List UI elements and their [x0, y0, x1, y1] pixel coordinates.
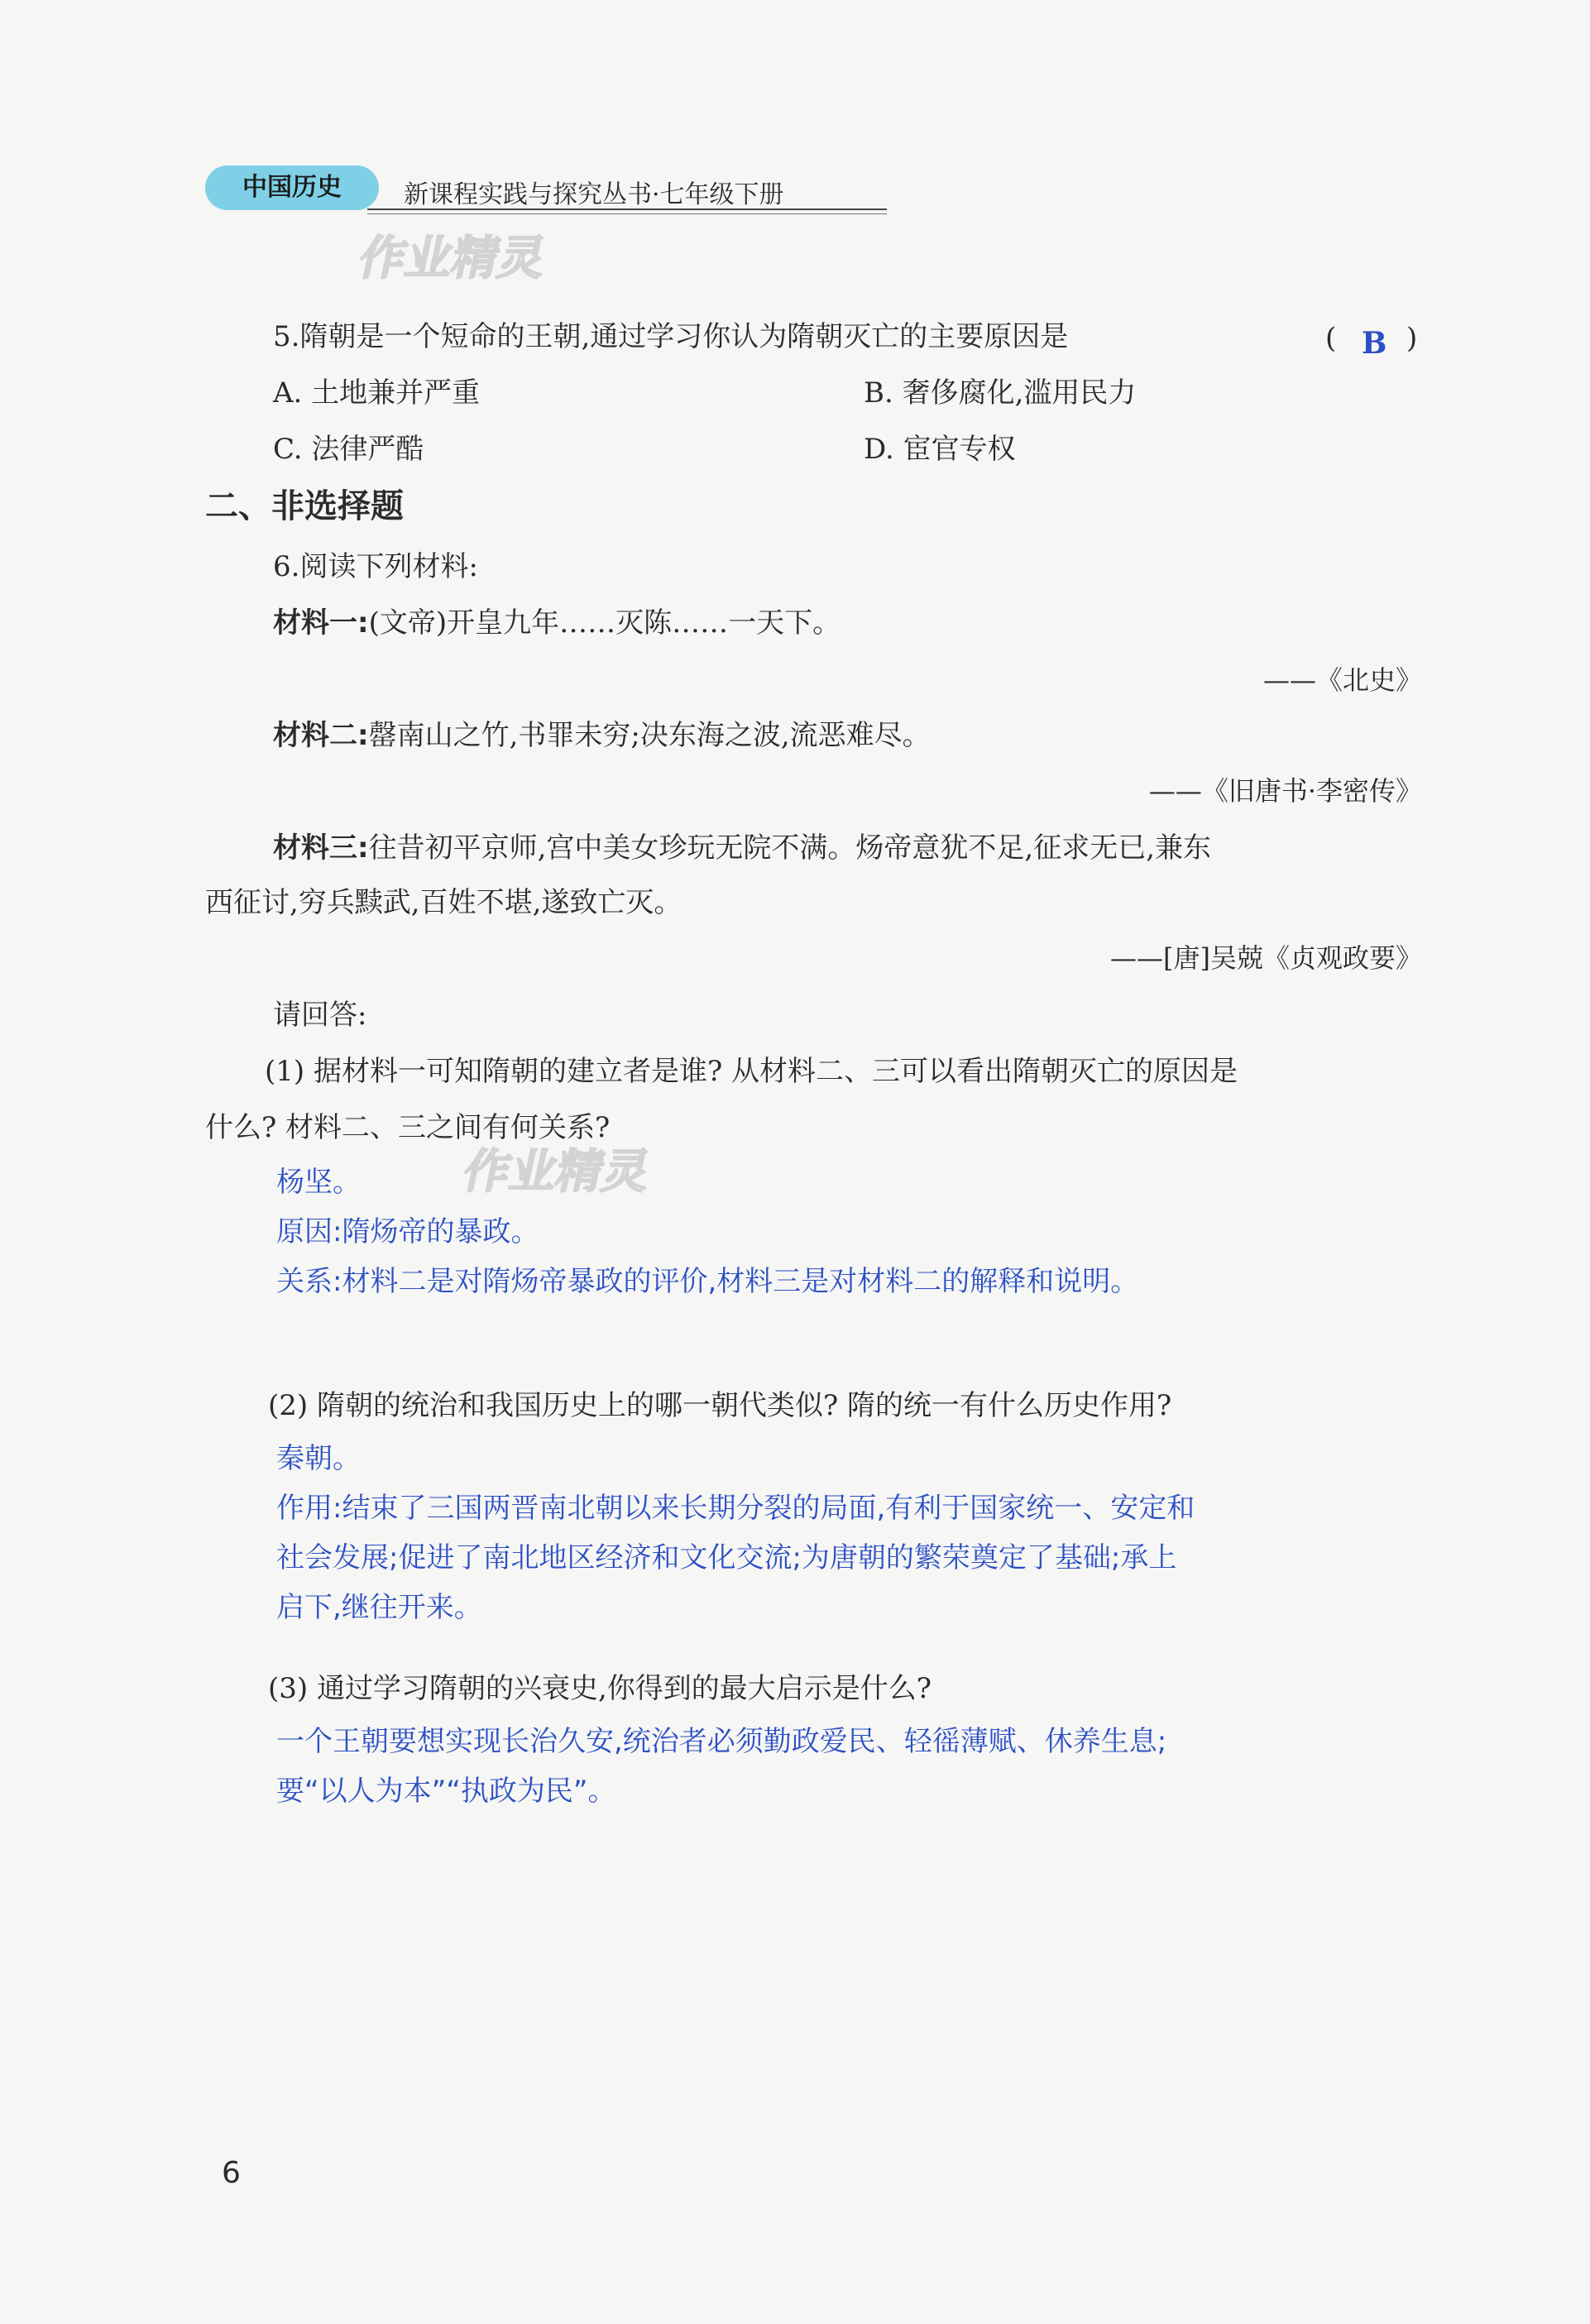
sub2-answer-1: 秦朝。 [276, 1442, 361, 1475]
please-answer: 请回答: [273, 999, 367, 1032]
sub1-answer-1: 杨坚。 [276, 1166, 361, 1199]
sub3-answer-2: 要“以人为本”“执政为民”。 [276, 1775, 616, 1808]
material-3-text-1: 往昔初平京师,宫中美女珍玩无院不满。炀帝意犹不足,征求无已,兼东 [368, 831, 1212, 865]
q5-answer: B [1362, 326, 1387, 361]
q5-option-a: A. 土地兼并严重 [273, 376, 481, 410]
material-3-label: 材料三: [273, 831, 369, 865]
material-3-source: ——[唐]吴兢《贞观政要》 [1110, 942, 1422, 974]
sub1-question-line1: (1) 据材料一可知隋朝的建立者是谁? 从材料二、三可以看出隋朝灭亡的原因是 [265, 1055, 1238, 1088]
series-title: 新课程实践与探究丛书·七年级下册 [404, 180, 784, 209]
sub1-question-line2: 什么? 材料二、三之间有何关系? [205, 1111, 611, 1144]
q5-paren-close: ) [1406, 322, 1418, 355]
watermark-middle: 作业精灵 [458, 1145, 655, 1199]
section-heading: 二、非选择题 [205, 487, 404, 525]
q5-stem: 5.隋朝是一个短命的王朝,通过学习你认为隋朝灭亡的主要原因是 [273, 320, 1069, 353]
material-2-label: 材料二: [273, 719, 369, 752]
subject-badge: 中国历史 [205, 165, 379, 210]
material-2-text: 罄南山之竹,书罪未穷;决东海之波,流恶难尽。 [368, 719, 931, 752]
material-1-text: (文帝)开皇九年……灭陈……一天下。 [368, 606, 841, 640]
material-1 [273, 606, 841, 640]
sub2-question: (2) 隋朝的统治和我国历史上的哪一朝代类似? 隋的统一有什么历史作用? [268, 1389, 1172, 1422]
header-rule [367, 208, 887, 210]
q5-option-c: C. 法律严酷 [273, 433, 424, 466]
sub1-answer-2: 原因:隋炀帝的暴政。 [276, 1215, 539, 1248]
material-1-source: ——《北史》 [1262, 664, 1422, 696]
sub3-question: (3) 通过学习隋朝的兴衰史,你得到的最大启示是什么? [268, 1672, 932, 1705]
header-rule-thin [367, 213, 887, 214]
material-3 [273, 831, 1212, 865]
q5-paren-open: ( [1325, 322, 1337, 355]
sub2-answer-4: 启下,继往开来。 [276, 1591, 482, 1624]
sub2-answer-2: 作用:结束了三国两晋南北朝以来长期分裂的局面,有利于国家统一、安定和 [276, 1492, 1195, 1525]
material-2 [273, 721, 931, 750]
sub3-answer-1: 一个王朝要想实现长治久安,统治者必须勤政爱民、轻徭薄赋、休养生息; [276, 1725, 1167, 1758]
q5-option-d: D. 宦官专权 [864, 433, 1016, 466]
sub1-answer-3: 关系:材料二是对隋炀帝暴政的评价,材料三是对材料二的解释和说明。 [276, 1265, 1139, 1298]
q6-intro: 6.阅读下列材料: [273, 550, 478, 583]
q5-option-b: B. 奢侈腐化,滥用民力 [864, 376, 1137, 410]
sub2-answer-3: 社会发展;促进了南北地区经济和文化交流;为唐朝的繁荣奠定了基础;承上 [276, 1541, 1177, 1574]
page-number: 6 [222, 2156, 241, 2190]
material-1-label: 材料一: [273, 606, 369, 640]
material-3-text-2: 西征讨,穷兵黩武,百姓不堪,遂致亡灭。 [205, 886, 682, 919]
material-2-source: ——《旧唐书·李密传》 [1148, 775, 1422, 807]
watermark-top: 作业精灵 [354, 232, 551, 285]
